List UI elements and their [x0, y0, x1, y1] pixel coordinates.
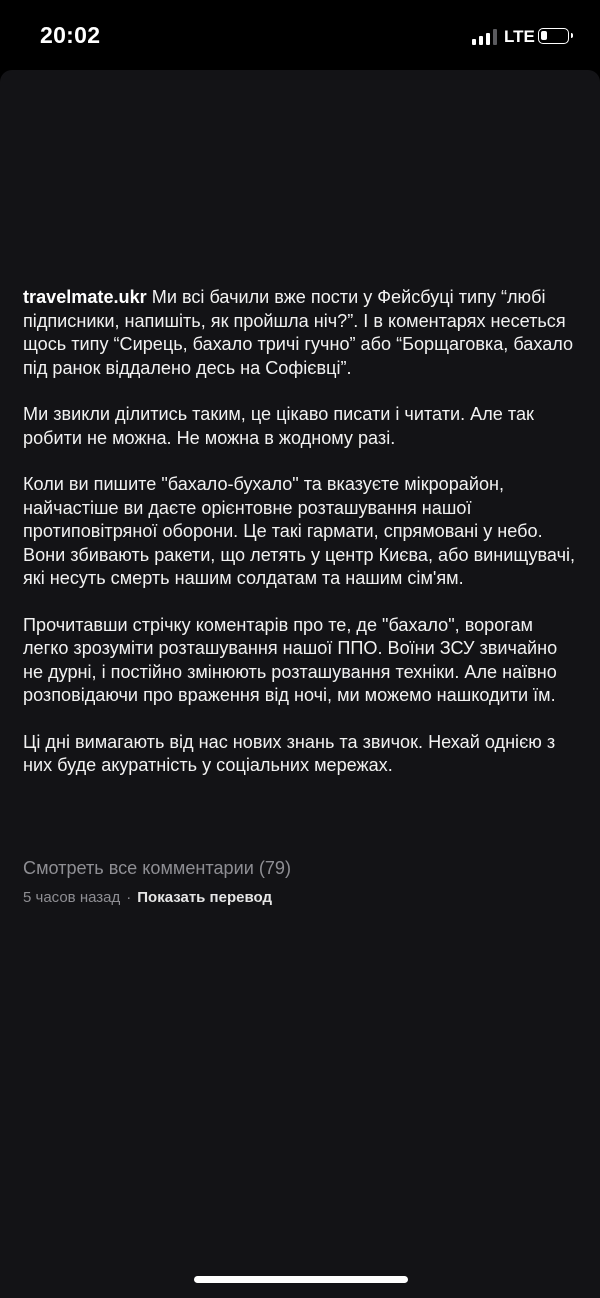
battery-nub	[571, 33, 574, 38]
caption-paragraph: Ці дні вимагають від нас нових знань та звичок. Нехай однією з них буде акуратність у соціальних мережах.	[23, 731, 556, 775]
status-time: 20:02	[40, 22, 101, 48]
signal-bar	[486, 33, 490, 45]
caption-paragraph: Коли ви пишите "бахало-бухало" та вказуєте мікрорайон, найчастіше ви даєте орієнтовне розташування нашої протиповітряної оборони. Це такі гармати, спрямовані у небо. Вони збивають ракети, що летять у центр Києва, або винищувачі, які несуть смерть нашим солдатам та нашим сім'ям.	[23, 474, 576, 588]
post-caption	[23, 286, 579, 778]
view-all-comments-link[interactable]: Смотреть все комментарии (79)	[23, 858, 292, 878]
signal-bar	[493, 29, 497, 45]
signal-bar	[479, 36, 483, 45]
post-meta-row	[23, 889, 272, 906]
post-media-area[interactable]	[0, 70, 600, 282]
battery-icon	[538, 28, 569, 44]
meta-separator: ·	[126, 889, 132, 906]
caption-paragraph: Ми звикли ділитись таким, це цікаво писати і читати. Але так робити не можна. Не можна в жодному разі.	[23, 404, 534, 448]
status-bar	[0, 0, 600, 72]
show-translation-button[interactable]: Показать перевод	[137, 889, 272, 906]
caption-paragraph	[23, 286, 579, 380]
home-indicator[interactable]	[194, 1276, 408, 1283]
caption-text: Ми всі бачили вже пости у Фейсбуці типу “любі підписники, напишіть, як пройшла ніч?”. І в коментарях несеться щось типу “Сирець, бахало тричі гучно” або “Борщаговка, бахало під ранок віддалено десь на Софієвці”.	[23, 287, 574, 378]
battery-level	[541, 31, 547, 40]
cellular-signal-icon	[472, 29, 498, 45]
post-username[interactable]: travelmate.ukr	[23, 287, 147, 307]
signal-bar	[472, 39, 476, 45]
network-type: LTE	[504, 27, 535, 46]
post-timestamp: 5 часов назад	[23, 889, 121, 906]
caption-paragraph: Прочитавши стрічку коментарів про те, де "бахало", ворогам легко зрозуміти розташування нашої ППО. Воїни ЗСУ звичайно не дурні, і постійно змінюють розташування техніки. Але наївно розповідаючи про враження від ночі, ми можемо нашкодити їм.	[23, 614, 558, 705]
